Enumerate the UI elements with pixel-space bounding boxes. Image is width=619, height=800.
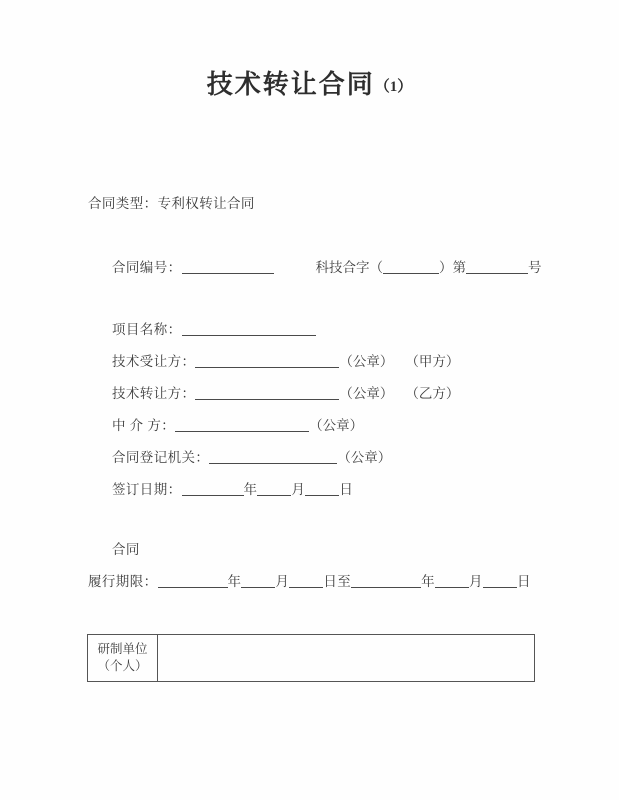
transferor-seal-mark: （公章） xyxy=(339,386,394,401)
term-start-month-unit: 月 xyxy=(275,574,290,589)
sign-date-year-blank[interactable] xyxy=(182,482,244,496)
sign-date-month-unit: 月 xyxy=(291,482,306,497)
contract-type-row xyxy=(88,192,255,212)
performance-term-row xyxy=(88,570,531,590)
page-title xyxy=(0,64,619,101)
development-unit-table xyxy=(87,634,535,682)
project-name-row xyxy=(112,318,316,338)
registry-row xyxy=(112,446,391,466)
performance-term-label: 履行期限： xyxy=(88,574,158,589)
transferee-blank[interactable] xyxy=(195,354,339,368)
contract-word-row xyxy=(112,538,140,558)
registry-blank[interactable] xyxy=(209,450,337,464)
sci-tech-number-blank[interactable] xyxy=(466,260,528,274)
contract-word-text: 合同 xyxy=(112,542,140,557)
development-unit-label-cell xyxy=(88,635,158,681)
sci-tech-word-label: 科技合字（ xyxy=(315,260,383,275)
title-main-text: 技术转让合同 xyxy=(206,70,375,99)
intermediary-label: 中 介 方： xyxy=(112,418,176,433)
term-end-month-unit: 月 xyxy=(469,574,483,589)
project-name-blank[interactable] xyxy=(182,322,316,336)
sci-tech-word-blank[interactable] xyxy=(383,260,439,274)
sci-tech-word-end-label: 号 xyxy=(528,260,542,275)
intermediary-row xyxy=(112,414,363,434)
contract-number-row xyxy=(112,256,542,276)
sign-date-day-unit: 日 xyxy=(339,482,354,497)
project-name-label: 项目名称： xyxy=(112,322,182,337)
party-a-mark: （甲方） xyxy=(405,354,460,369)
term-start-day-blank[interactable] xyxy=(289,574,323,588)
development-unit-label-line1: 研制单位 xyxy=(97,642,148,656)
registry-seal-mark: （公章） xyxy=(337,450,392,465)
transferor-row xyxy=(112,382,459,402)
sign-date-day-blank[interactable] xyxy=(305,482,339,496)
term-end-year-blank[interactable] xyxy=(351,574,421,588)
contract-type-label: 合同类型： xyxy=(88,196,158,211)
term-end-day-blank[interactable] xyxy=(483,574,517,588)
term-start-year-unit: 年 xyxy=(227,574,242,589)
transferor-blank[interactable] xyxy=(195,386,339,400)
contract-number-label: 合同编号： xyxy=(112,260,182,275)
term-start-month-blank[interactable] xyxy=(241,574,275,588)
intermediary-blank[interactable] xyxy=(175,418,309,432)
sign-date-row xyxy=(112,478,353,498)
sign-date-label: 签订日期： xyxy=(112,482,182,497)
contract-number-blank[interactable] xyxy=(182,260,274,274)
transferee-row xyxy=(112,350,459,370)
term-end-day-unit: 日 xyxy=(516,574,531,589)
term-end-month-blank[interactable] xyxy=(435,574,469,588)
registry-label: 合同登记机关： xyxy=(112,450,210,465)
sci-tech-word-mid-label: ）第 xyxy=(439,260,466,275)
contract-type-value: 专利权转让合同 xyxy=(157,196,255,211)
term-connector-label: 日至 xyxy=(323,574,352,589)
transferee-label: 技术受让方： xyxy=(112,354,196,369)
development-unit-value-cell[interactable] xyxy=(158,635,534,681)
party-b-mark: （乙方） xyxy=(405,386,460,401)
title-suffix-text: （1） xyxy=(374,79,413,95)
sign-date-month-blank[interactable] xyxy=(257,482,291,496)
term-start-year-blank[interactable] xyxy=(158,574,228,588)
intermediary-seal-mark: （公章） xyxy=(309,418,364,433)
term-end-year-unit: 年 xyxy=(421,574,436,589)
transferee-seal-mark: （公章） xyxy=(339,354,394,369)
transferor-label: 技术转让方： xyxy=(112,386,196,401)
development-unit-label-line2: （个人） xyxy=(97,659,148,673)
sign-date-year-unit: 年 xyxy=(243,482,258,497)
